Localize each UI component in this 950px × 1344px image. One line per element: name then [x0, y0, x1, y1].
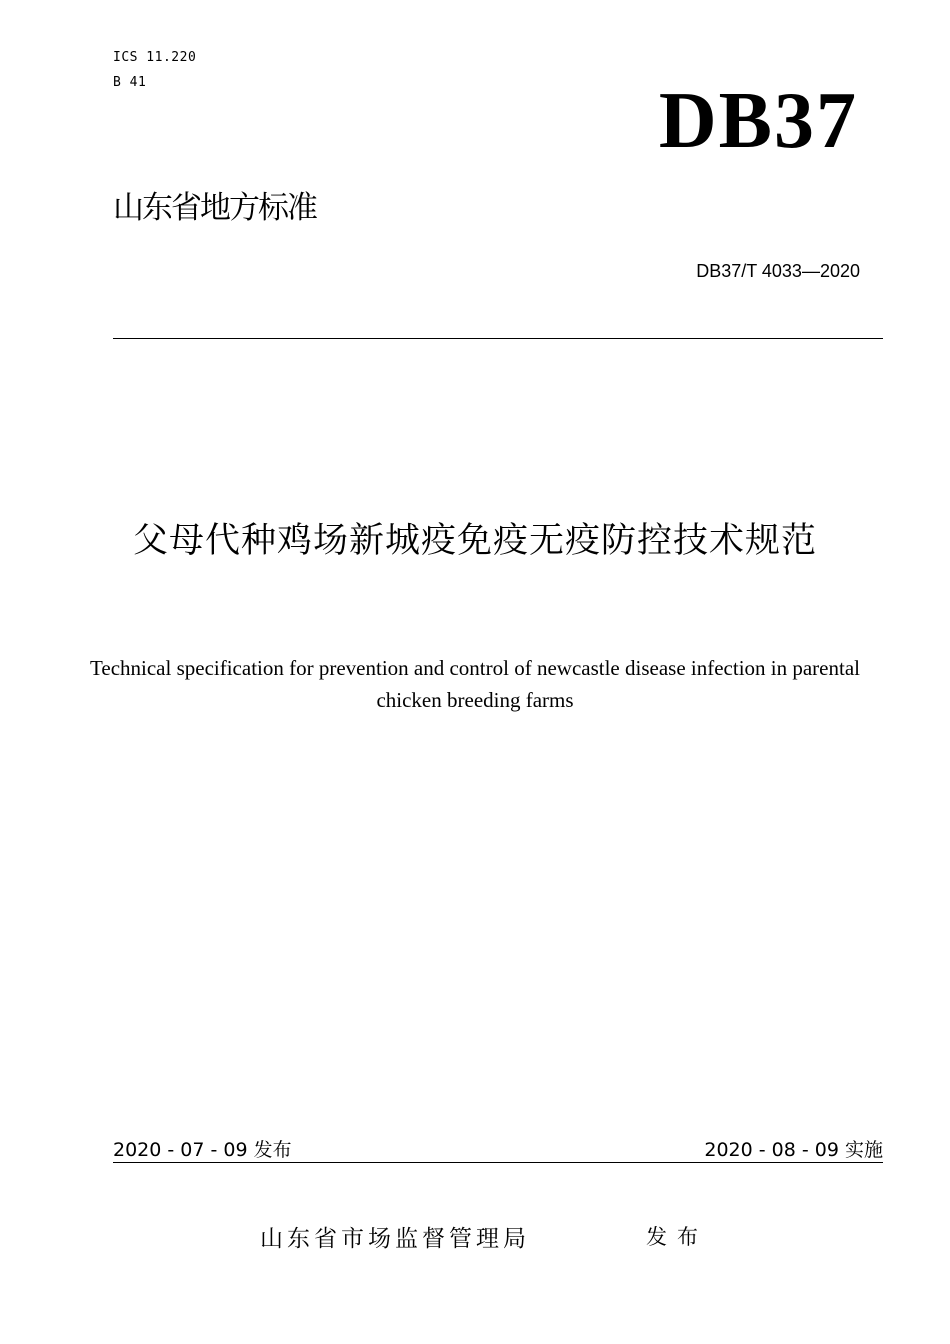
ics-code: ICS 11.220	[113, 50, 197, 65]
header-divider	[113, 338, 883, 339]
title-english: Technical specification for prevention and control of newcastle disease infection in parental chicken breeding farms	[90, 656, 860, 712]
issue-date: 2020 - 07 - 09 发布	[113, 1139, 292, 1161]
issuing-authority: 山东省市场监督管理局	[260, 1226, 530, 1252]
standard-category: 山东省地方标准	[113, 190, 316, 226]
implementation-date: 2020 - 08 - 09 实施	[704, 1139, 883, 1161]
title-chinese: 父母代种鸡场新城疫免疫无疫防控技术规范	[132, 521, 817, 561]
standard-logo: DB37	[658, 77, 858, 165]
standard-number: DB37/T 4033—2020	[696, 261, 860, 281]
issue-label: 发布	[646, 1225, 708, 1249]
footer-divider	[113, 1162, 883, 1163]
ccs-code: B 41	[113, 75, 147, 90]
